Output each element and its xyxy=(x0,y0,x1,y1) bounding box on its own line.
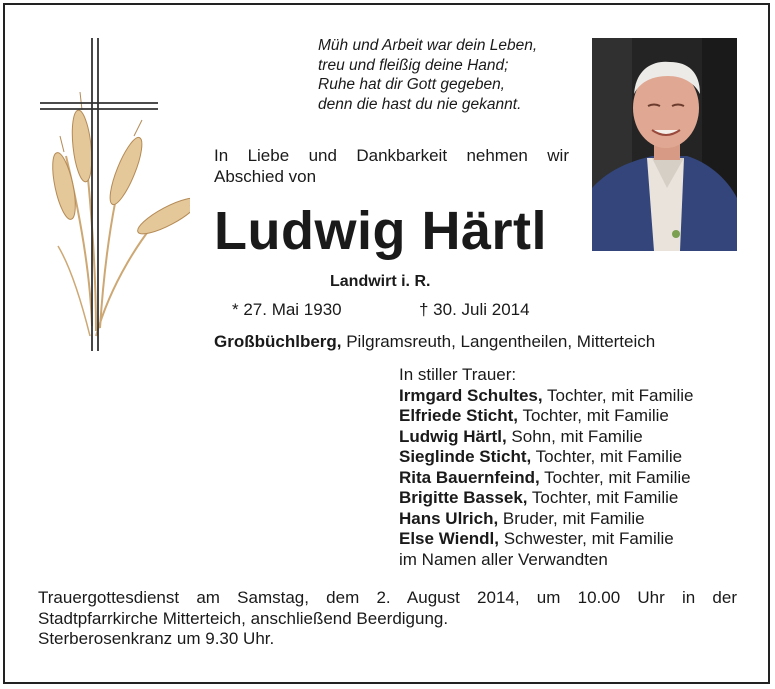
poem-line: treu und fleißig deine Hand; xyxy=(318,56,509,74)
poem-line: Ruhe hat dir Gott gegeben, xyxy=(318,76,505,93)
birth-date: * 27. Mai 1930 xyxy=(232,300,342,319)
places-line xyxy=(214,332,655,352)
mourners-list xyxy=(399,365,693,570)
list-item xyxy=(399,509,693,530)
place-main: Großbüchlberg, xyxy=(214,332,342,351)
list-item xyxy=(399,468,693,489)
mourner-name: Brigitte Bassek, xyxy=(399,488,528,507)
mourner-relation: Tochter, mit Familie xyxy=(542,385,694,405)
list-item xyxy=(399,447,693,468)
list-item xyxy=(399,386,693,407)
mourner-relation: Sohn, mit Familie xyxy=(506,426,643,446)
list-item xyxy=(399,427,693,448)
service-line: Stadtpfarrkirche Mitterteich, anschließend Beerdigung. xyxy=(38,608,449,628)
portrait-photo xyxy=(592,38,737,251)
poem xyxy=(318,36,588,114)
list-item xyxy=(399,406,693,427)
poem-line: denn die hast du nie gekannt. xyxy=(318,95,522,113)
intro-line: In Liebe und Dankbarkeit nehmen wir xyxy=(214,146,569,165)
mourner-name: Hans Ulrich, xyxy=(399,508,499,528)
mourner-relation: Tochter, mit Familie xyxy=(531,447,683,466)
mourner-relation: Tochter, mit Familie xyxy=(518,406,669,425)
mourner-relation: Tochter, mit Familie xyxy=(539,467,691,487)
mourner-name: Else Wiendl, xyxy=(399,529,499,548)
mourner-name: Elfriede Sticht, xyxy=(399,406,519,425)
occupation: Landwirt i. R. xyxy=(330,273,431,290)
service-line: Trauergottesdienst am Samstag, dem 2. August 2014, um 10.00 Uhr in der xyxy=(38,588,737,607)
mourner-relation: Schwester, mit Familie xyxy=(498,529,674,548)
deceased-name: Ludwig Härtl xyxy=(214,201,547,261)
poem-line: Müh und Arbeit war dein Leben, xyxy=(318,37,538,54)
list-item xyxy=(399,529,693,550)
cross-wheat-icon xyxy=(30,36,190,356)
list-item xyxy=(399,488,693,509)
mourner-name: Irmgard Schultes, xyxy=(399,385,543,405)
intro-line: Abschied von xyxy=(214,167,317,186)
places-rest: Pilgramsreuth, Langentheilen, Mitterteich xyxy=(341,332,656,351)
mourners-heading: In stiller Trauer: xyxy=(399,365,517,384)
service-info xyxy=(38,588,737,650)
mourner-relation: Bruder, mit Familie xyxy=(498,508,645,528)
mourner-name: Ludwig Härtl, xyxy=(399,426,507,446)
service-line: Sterberosenkranz um 9.30 Uhr. xyxy=(38,629,275,648)
intro-text xyxy=(214,145,569,187)
wheat-icon xyxy=(48,92,190,336)
death-date: † 30. Juli 2014 xyxy=(419,300,530,319)
mourner-relation: Tochter, mit Familie xyxy=(527,488,679,507)
mourner-name: Sieglinde Sticht, xyxy=(399,447,532,466)
mourner-name: Rita Bauernfeind, xyxy=(399,467,540,487)
mourners-closing: im Namen aller Verwandten xyxy=(399,549,608,569)
